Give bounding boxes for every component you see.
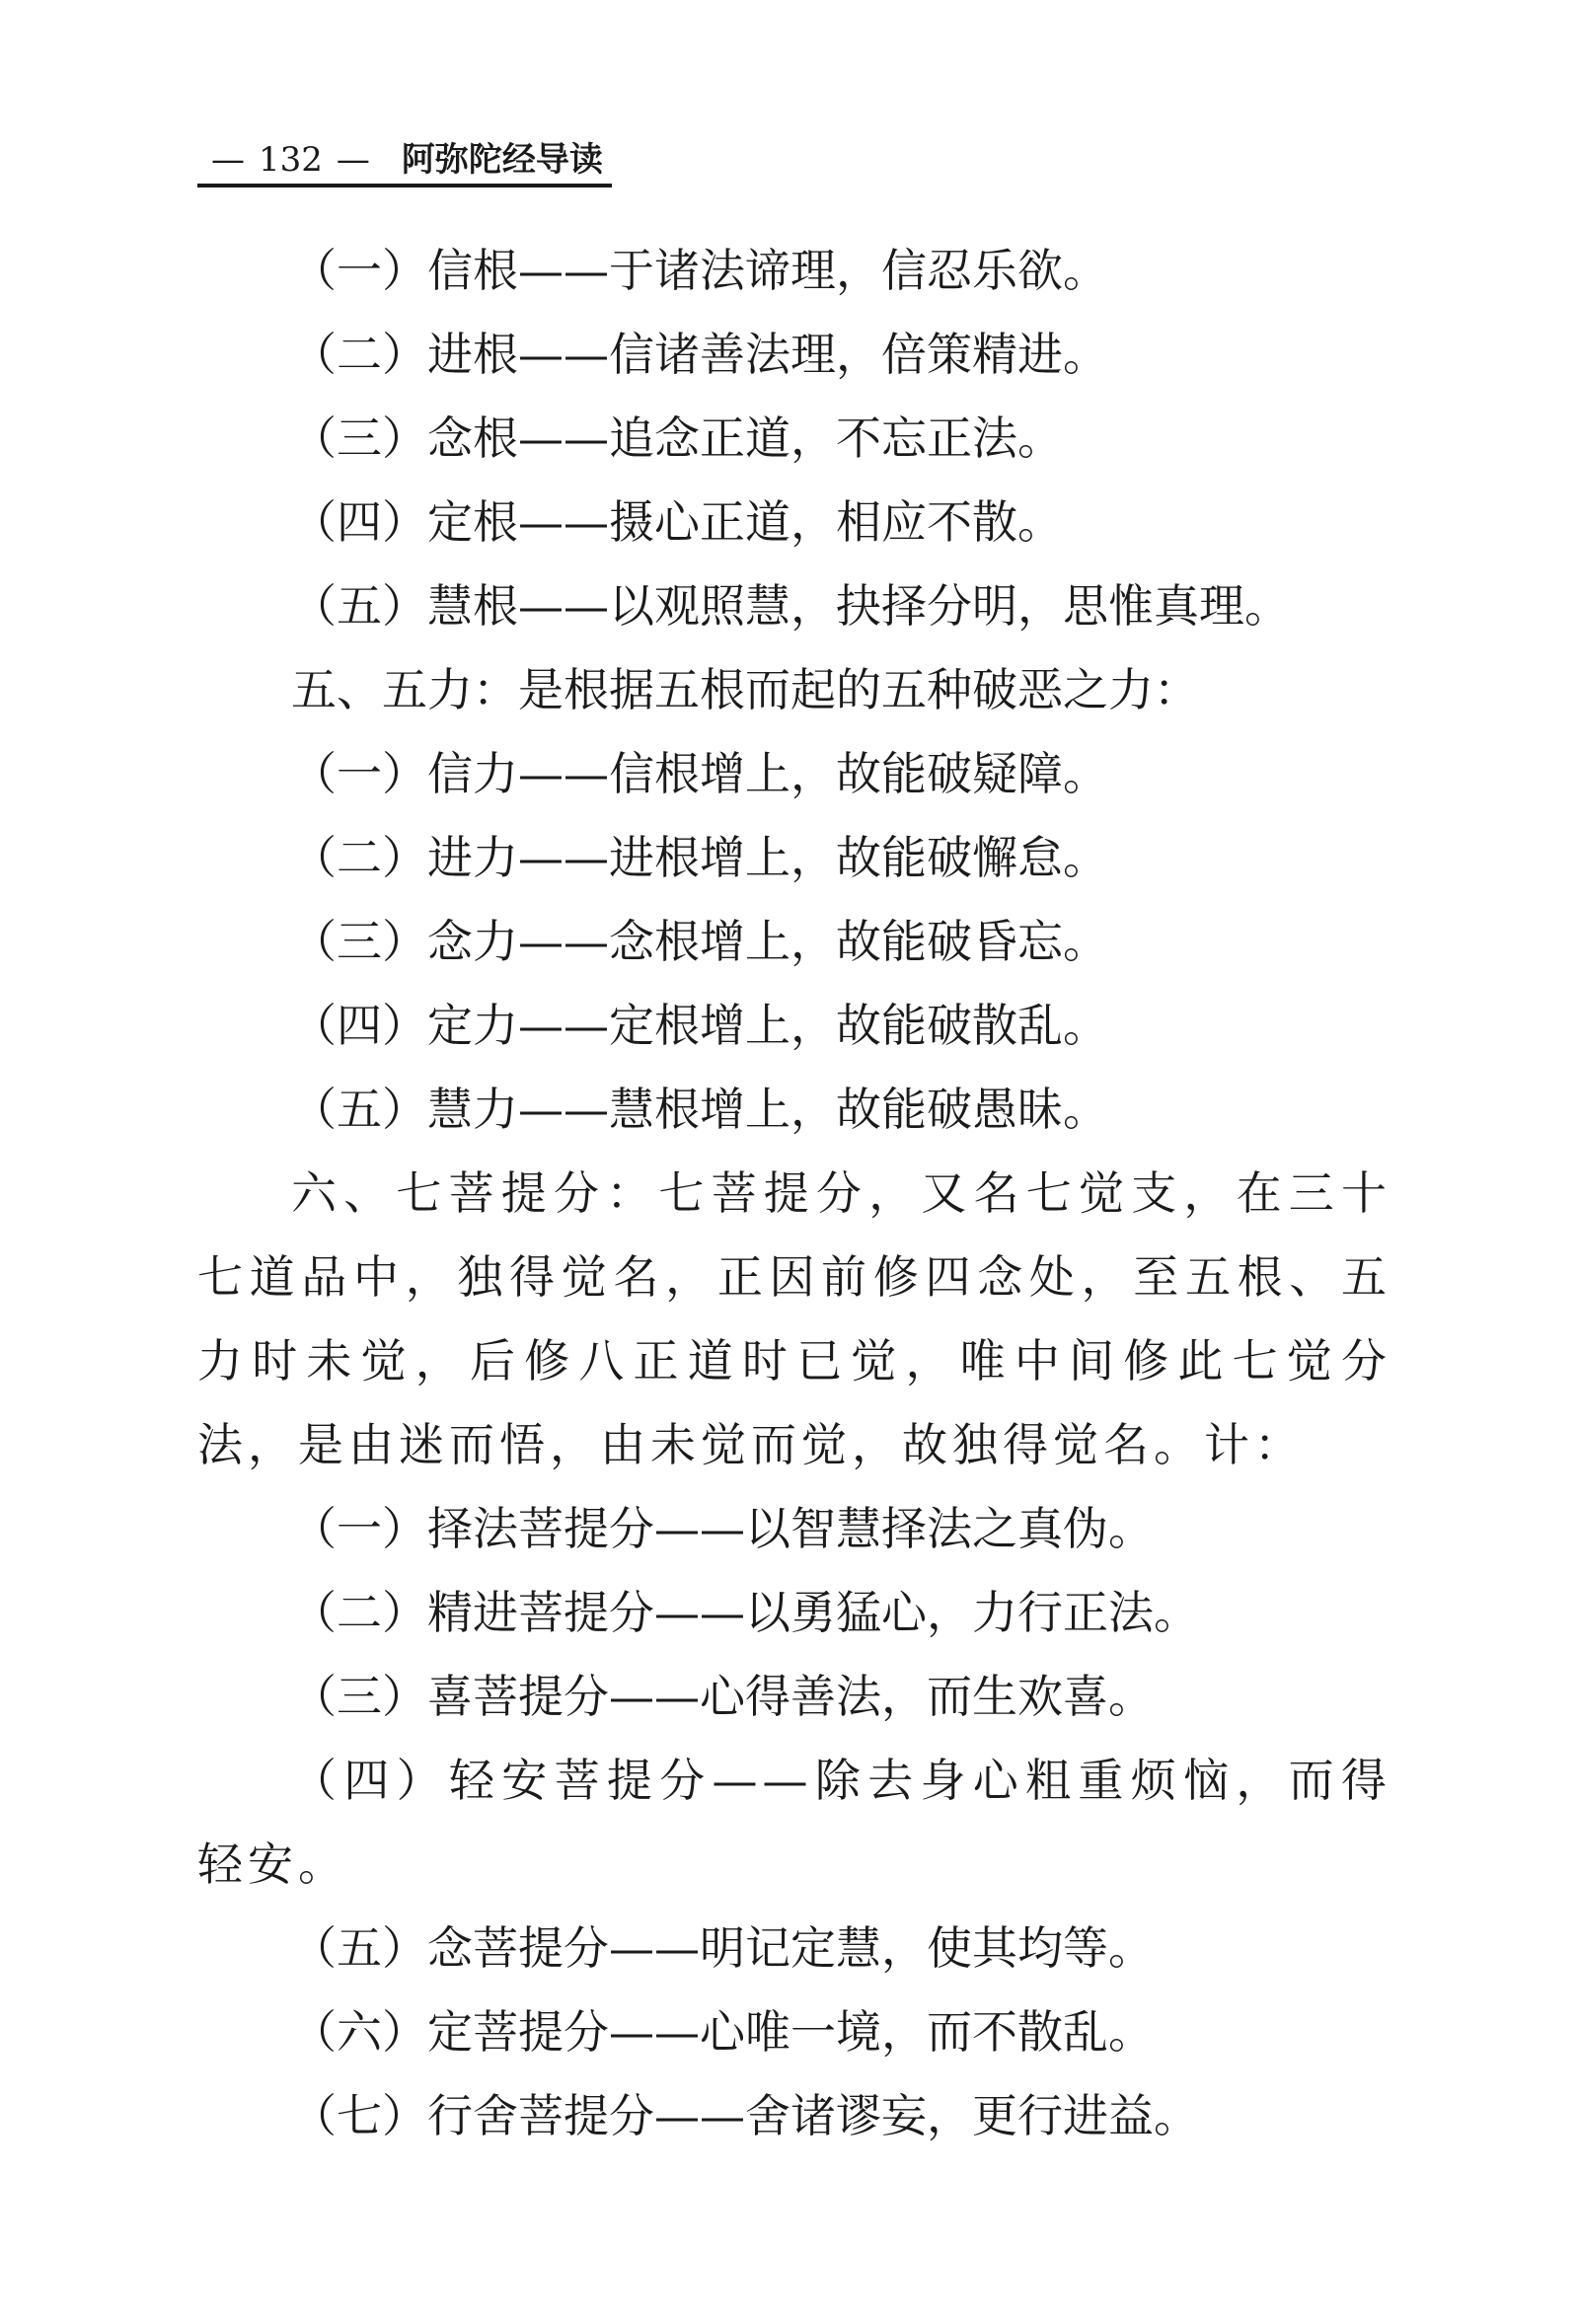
- text-line: （四）定根——摄心正道，相应不散。: [291, 495, 1063, 549]
- section-paragraph-seven-factors: 六、七菩提分：七菩提分，又名七觉支，在三十七道品中，独得觉名，正因前修四念处，至五根、五力时未觉，后修八正道时已觉，唯中间修此七觉分法，是由迷而悟，由未觉而觉，故独得觉名。计：: [197, 1166, 1391, 1471]
- text-line: （三）喜菩提分——心得善法，而生欢喜。: [291, 1670, 1154, 1723]
- text-line: （一）择法菩提分——以智慧择法之真伪。: [291, 1502, 1154, 1555]
- text-line: （三）念力——念根增上，故能破昏忘。: [291, 915, 1108, 968]
- header-dash-right: —: [336, 140, 370, 180]
- text-line: （二）进力——进根增上，故能破懈怠。: [291, 831, 1108, 884]
- header-rule: [197, 184, 612, 187]
- text-line: （四）定力——定根增上，故能破散乱。: [291, 999, 1108, 1052]
- text-line: （五）慧力——慧根增上，故能破愚昧。: [291, 1083, 1108, 1136]
- page-body: [197, 229, 1391, 2158]
- text-line: （二）精进菩提分——以勇猛心，力行正法。: [291, 1586, 1199, 1639]
- text-paragraph: （四）轻安菩提分——除去身心粗重烦恼，而得轻安。: [197, 1754, 1391, 1891]
- header-dash-left: —: [211, 140, 245, 180]
- page-number: 132: [259, 140, 323, 180]
- book-title: 阿弥陀经导读: [401, 140, 603, 180]
- text-line: （六）定菩提分——心唯一境，而不散乱。: [291, 2005, 1154, 2059]
- section-heading-five-powers: 五、五力：是根据五根而起的五种破恶之力：: [291, 663, 1199, 716]
- text-line: （一）信力——信根增上，故能破疑障。: [291, 747, 1108, 800]
- text-line: （二）进根——信诸善法理，倍策精进。: [291, 328, 1108, 381]
- text-line: （五）慧根——以观照慧，抉择分明，思惟真理。: [291, 579, 1290, 633]
- page-header: [197, 136, 612, 184]
- text-line: （五）念菩提分——明记定慧，使其均等。: [291, 1921, 1154, 1975]
- text-line: （一）信根——于诸法谛理，信忍乐欲。: [291, 244, 1108, 297]
- text-line: （七）行舍菩提分——舍诸谬妄，更行进益。: [291, 2089, 1199, 2142]
- text-line: （三）念根——追念正道，不忘正法。: [291, 412, 1063, 465]
